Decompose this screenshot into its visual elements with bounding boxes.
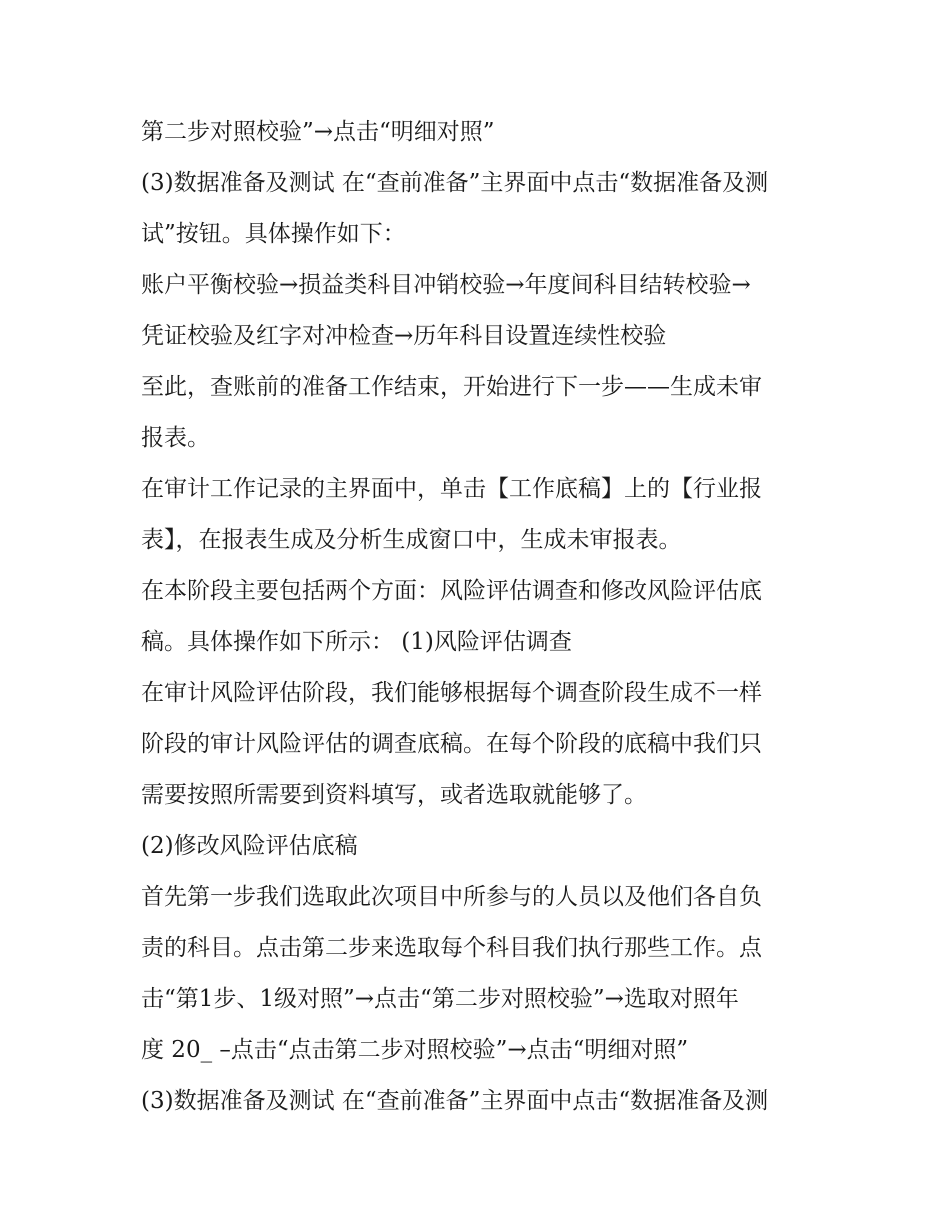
text-line: (3)数据准备及测试 在“查前准备”主界面中点击“数据准备及测 bbox=[141, 1088, 769, 1114]
text-line: 阶段的审计风险评估的调查底稿。在每个阶段的底稿中我们只 bbox=[141, 731, 762, 757]
text-line: 凭证校验及红字对冲检查→历年科目设置连续性校验 bbox=[141, 323, 667, 349]
text-line: 在审计工作记录的主界面中，单击【工作底稿】上的【行业报 bbox=[141, 476, 762, 502]
text-line: 试”按钮。具体操作如下： bbox=[141, 221, 406, 247]
text-line: 至此，查账前的准备工作结束，开始进行下一步——生成未审 bbox=[141, 374, 762, 400]
text-line: 报表。 bbox=[141, 425, 210, 451]
text-line: 度 20_ –点击“点击第二步对照校验”→点击“明细对照” bbox=[141, 1037, 689, 1063]
text-line: 在本阶段主要包括两个方面：风险评估调查和修改风险评估底 bbox=[141, 578, 762, 604]
text-line: 首先第一步我们选取此次项目中所参与的人员以及他们各自负 bbox=[141, 884, 762, 910]
text-line: (2)修改风险评估底稿 bbox=[141, 833, 358, 859]
text-line: 第二步对照校验”→点击“明细对照” bbox=[141, 119, 495, 145]
text-line: 账户平衡校验→损益类科目冲销校验→年度间科目结转校验→ bbox=[141, 272, 751, 298]
text-line: 击“第1步、1级对照”→点击“第二步对照校验”→选取对照年 bbox=[141, 986, 739, 1012]
text-line: (3)数据准备及测试 在“查前准备”主界面中点击“数据准备及测 bbox=[141, 170, 769, 196]
document-body bbox=[141, 107, 821, 1127]
text-line: 需要按照所需要到资料填写，或者选取就能够了。 bbox=[141, 782, 647, 808]
text-line: 责的科目。点击第二步来选取每个科目我们执行那些工作。点 bbox=[141, 935, 762, 961]
text-line: 在审计风险评估阶段，我们能够根据每个调查阶段生成不一样 bbox=[141, 680, 762, 706]
text-line: 表】，在报表生成及分析生成窗口中，生成未审报表。 bbox=[141, 527, 682, 553]
text-line: 稿。具体操作如下所示： (1)风险评估调查 bbox=[141, 629, 572, 655]
